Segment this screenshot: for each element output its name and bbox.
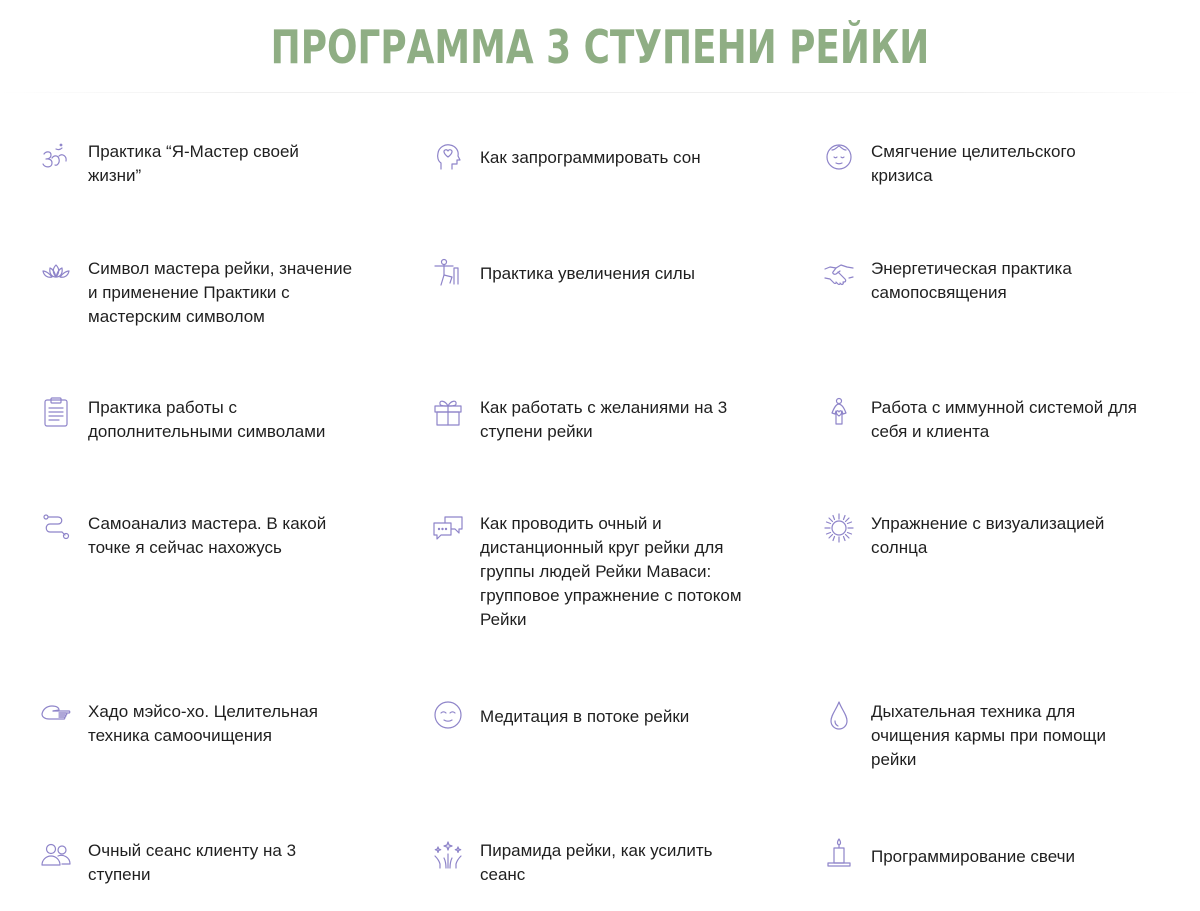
item-text: Упражнение с визуализацией солнца [871,514,1105,557]
yoga-pose-icon [432,256,464,288]
item-text: Как запрограммировать сон [480,148,701,167]
item-text: Как работать с желаниями на 3 ступени рейки [480,398,728,441]
candle-icon [823,837,855,869]
item-text: Дыхательная техника для очищения кармы при помощи рейки [871,702,1107,769]
item-text: Практика “Я-Мастер своей жизни” [88,142,299,185]
item-text: Смягчение целительского кризиса [871,142,1076,185]
item-text: Практика увеличения силы [480,264,695,283]
item-text: Очный сеанс клиенту на 3 ступени [88,841,297,884]
calm-face-icon [432,699,464,731]
lotus-icon [40,257,72,289]
item-text: Программирование свечи [871,847,1075,866]
title-divider [0,92,1200,93]
item-text: Символ мастера рейки, значение и применение Практики с мастерским символом [88,259,353,326]
drop-icon [823,700,855,732]
gift-icon [432,396,464,428]
item-text: Хадо мэйсо-хо. Целительная техника самоочищения [88,702,318,745]
hand-icon [40,700,72,732]
item-text: Работа с иммунной системой для себя и клиента [871,398,1138,441]
item-text: Энергетическая практика самопосвящения [871,259,1072,302]
om-icon [40,140,72,172]
people-icon [40,839,72,871]
item-text: Практика работы с дополнительными символами [88,398,326,441]
item-text: Медитация в потоке рейки [480,707,690,726]
sun-icon [823,512,855,544]
page-title: ПРОГРАММА 3 СТУПЕНИ РЕЙКИ [270,20,930,74]
item-text: Пирамида рейки, как усилить сеанс [480,841,713,884]
clipboard-icon [40,396,72,428]
face-icon [823,140,855,172]
path-icon [40,512,72,544]
handshake-icon [823,257,855,289]
sparkle-hands-icon [432,839,464,871]
figure-heart-icon [823,396,855,428]
head-heart-icon [432,140,464,172]
chat-bubbles-icon [432,512,464,544]
item-text: Как проводить очный и дистанционный круг рейки для группы людей Рейки Маваси: групповое упражнение с потоком Рейки [480,514,742,629]
item-text: Самоанализ мастера. В какой точке я сейчас нахожусь [88,514,327,557]
